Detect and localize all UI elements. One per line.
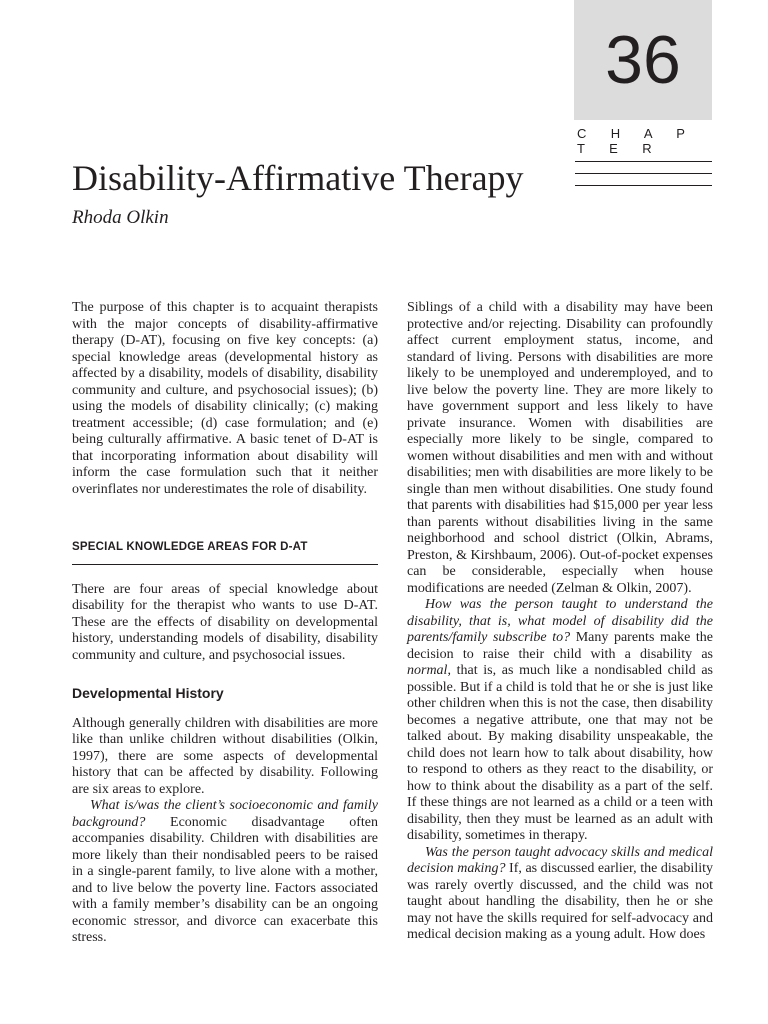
decorative-rule — [575, 161, 712, 162]
left-column — [72, 300, 378, 947]
body-text: , that is, as much like a nondisabled child as possible. But if a child is told that he or she is just like other children when this is not the case, then disability becomes a negative attribute, one that may not be talked about. By making disability unspeakable, the child does not learn how to talk about disability, how to respond to others as they react to the disability, or how to think about the disability as a part of the self. If these things are not learned as a child or a teen with disability, then they must be learned as an adult with disability, sometimes in therapy. — [407, 663, 713, 843]
section-paragraph: There are four areas of special knowledge about disability for the therapist who wants to use D-AT. These are the effects of disability on developmental history, understanding models of disability, disability community and culture, and psychosocial issues. — [72, 581, 378, 663]
developmental-paragraph: Although generally children with disabilities are more like than unlike children without disabilities (Olkin, 1997), there are some aspects of developmental history that can be affected by disability. Following are six areas to explore. — [72, 715, 378, 797]
body-text: If, as discussed earlier, the disability was rarely overtly discussed, and the child was not taught about handling the disability, then he or she may not have the skills required for self-advocacy and medical decision making as a young adult. How does — [407, 861, 713, 942]
chapter-number: 36 — [605, 22, 681, 98]
question-text: Was the person taught advocacy skills and medical decision making? — [407, 844, 713, 876]
body-text: Economic disadvantage often accompanies disability. Children with disabilities are more likely than their nondisabled peers to be raised in a single-parent family, to live alone with a mother, and to live below the poverty line. Factors associated with a family member’s disability can be an ongoing economic stressor, and divorce can exacerbate this stress. — [72, 814, 378, 945]
siblings-paragraph: Siblings of a child with a disability may have been protective and/or rejecting. Disability can profoundly affect current employment status, income, and standard of living. Persons with disabilities are more likely to be unemployed and underemployed, and to live below the poverty line. They are more likely to have government support and less likely to have private insurance. Women with disabilities are especially more likely to be single, compared to women without disabilities and men with and without disabilities; men with disabilities are more likely to be single than men without disabilities. One study found that parents with disabilities had $15,000 per year less than parents without disabilities living in the same neighborhood and school district (Olkin, Abrams, Preston, & Kirshbaum, 2006). Out-of-pocket expenses can be considerable, especially when house modifications are needed (Zelman & Olkin, 2007). — [407, 300, 713, 596]
chapter-title: Disability-Affirmative Therapy — [72, 158, 524, 198]
section-heading: SPECIAL KNOWLEDGE AREAS FOR D-AT — [72, 539, 378, 565]
subsection-heading: Developmental History — [72, 685, 224, 701]
decorative-rule — [575, 185, 712, 186]
author-name: Rhoda Olkin — [72, 207, 169, 228]
decorative-rule — [575, 173, 712, 174]
chapter-number-box — [574, 0, 712, 120]
question-paragraph — [407, 845, 713, 944]
chapter-label: C H A P T E R — [577, 126, 696, 156]
body-text: Many parents make the decision to raise their child with a disability as — [407, 630, 713, 662]
question-paragraph — [72, 798, 378, 947]
intro-paragraph: The purpose of this chapter is to acquaint therapists with the major concepts of disability-affirmative therapy (D-AT), focusing on five key concepts: (a) special knowledge areas (developmental history as affected by a disability, models of disability, disability community and culture, and psychosocial issues); (b) using the models of disability clinically; (c) making treatment accessible; (d) case formulation; and (e) being culturally affirmative. A basic tenet of D-AT is that incorporating information about disability will inform the case formulation such that it neither overinflates nor underestimates the role of disability. — [72, 300, 378, 497]
question-paragraph — [407, 597, 713, 845]
emphasis-text: normal — [407, 663, 448, 678]
right-column — [407, 300, 713, 944]
question-text: How was the person taught to understand the disability, that is, what model of disability did the parents/family subscribe to? — [407, 597, 713, 645]
question-text: What is/was the client’s socioeconomic and family background? — [72, 798, 378, 830]
